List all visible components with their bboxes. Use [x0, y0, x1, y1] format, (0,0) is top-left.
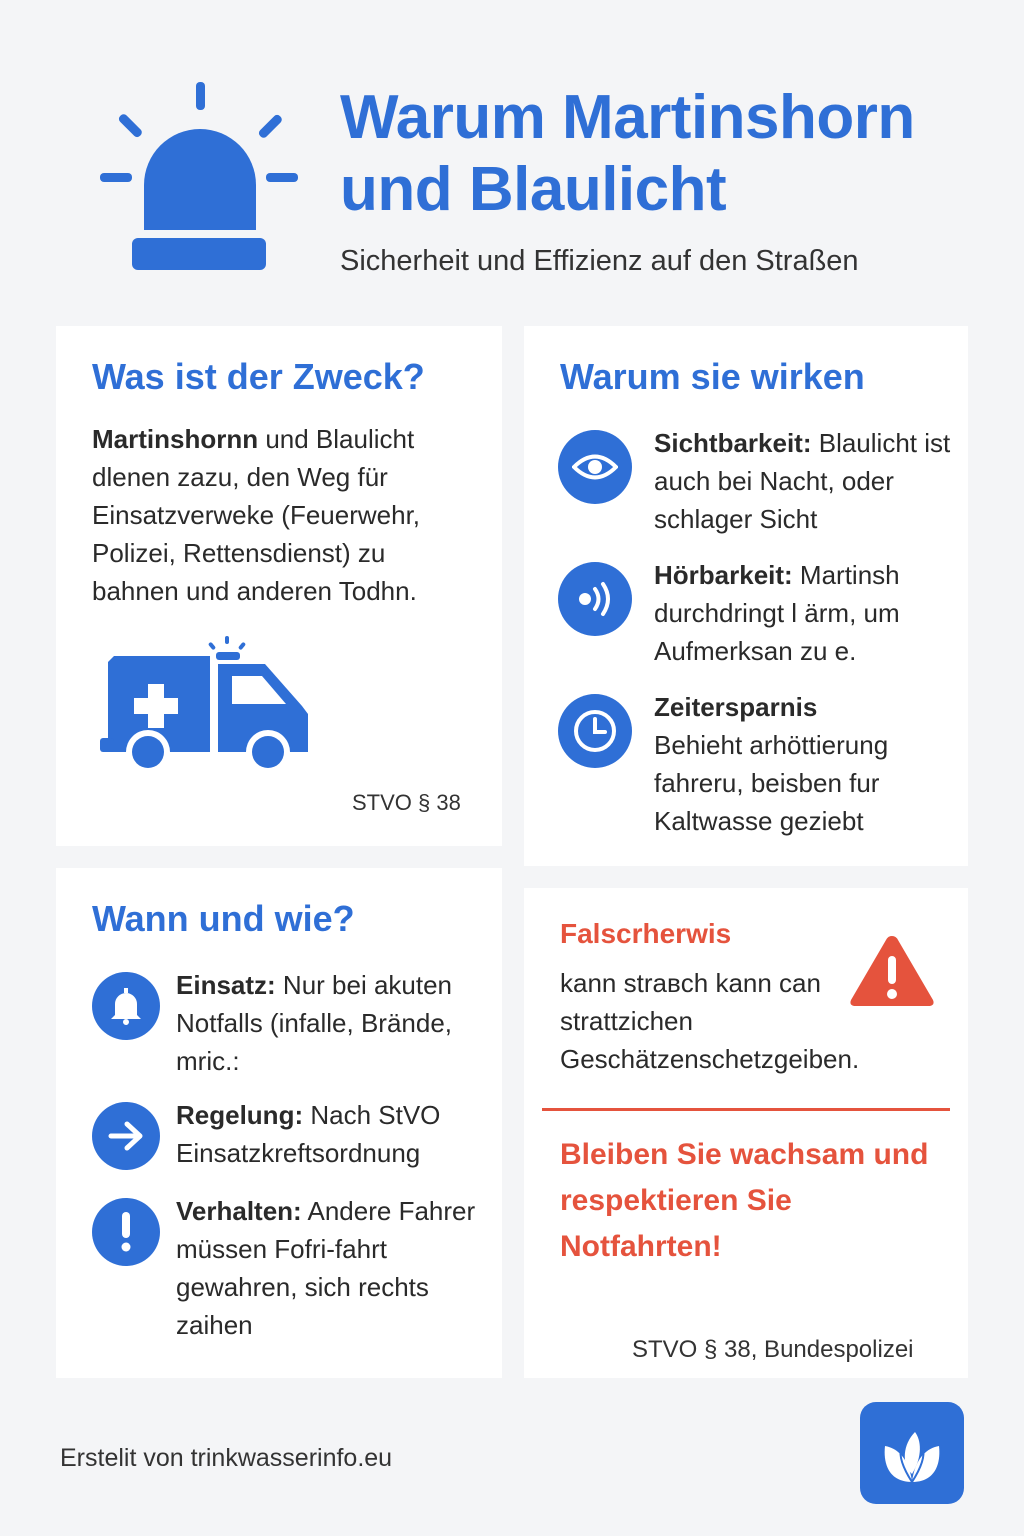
ambulance-icon [100, 634, 314, 770]
why-item-label: Zeitersparnis [654, 692, 818, 722]
when-item-label: Regelung: [176, 1100, 304, 1130]
page-title: Warum Martinshorn und Blaulicht [340, 83, 915, 224]
arrow-right-icon [92, 1102, 160, 1170]
leaf-logo-icon[interactable] [860, 1402, 964, 1504]
warning-cta: Bleiben Sie wachsam und respektieren Sie Notfahrten! [560, 1138, 929, 1263]
when-item-text: Andere Fahrer müssen Fofri-fahrt gewahren, sich rechts zaihen [176, 1196, 476, 1340]
bell-icon [92, 972, 160, 1040]
why-card [524, 326, 968, 866]
warning-divider [542, 1108, 950, 1111]
when-item-text: Nur bei akuten Notfalls (infalle, Brände, mric.: [176, 970, 453, 1076]
siren-icon [100, 80, 300, 275]
why-item-text: Blaulicht ist auch bei Nacht, oder schlager Sicht [654, 428, 951, 534]
why-item-text: Behieht arhöttierung fahreru, beisben fur Kaltwasse geziebt [654, 730, 889, 836]
why-item-label: Hörbarkeit: [654, 560, 793, 590]
when-card [56, 868, 502, 1378]
warning-card [524, 888, 968, 1378]
warning-title: Falscrherwis [560, 918, 732, 949]
clock-icon [558, 694, 632, 768]
when-item-label: Einsatz: [176, 970, 276, 1000]
purpose-text: Martinshornn und Blaulicht dlenen zazu, den Weg für Einsatzverweke (Feuerwehr, Polizei, Rettensdienst) zu bahnen und anderen Todhn. [92, 424, 421, 606]
purpose-heading: Was ist der Zweck? [92, 356, 425, 397]
why-item-label: Sichtbarkeit: [654, 428, 812, 458]
footer-credit: Erstelit von trinkwasserinfo.eu [60, 1444, 393, 1472]
warning-text: kann straвch kann can strattzichen Geschätzenschetzgeiben. [560, 968, 860, 1074]
page-subtitle: Sicherheit und Effizienz auf den Straßen [340, 245, 859, 277]
sound-icon [558, 562, 632, 636]
eye-icon [558, 430, 632, 504]
why-heading: Warum sie wirken [560, 356, 865, 397]
warning-triangle-icon [848, 932, 936, 1008]
exclamation-icon [92, 1198, 160, 1266]
purpose-card [56, 326, 502, 846]
when-item-label: Verhalten: [176, 1196, 302, 1226]
purpose-source: STVO § 38 [352, 790, 461, 815]
why-item-text: Martinsh durchdringt l ärm, um Aufmerksan zu e. [654, 560, 900, 666]
when-heading: Wann und wie? [92, 898, 355, 939]
when-item-text: Nach StVO Einsatzkreftsordnung [176, 1100, 441, 1168]
warning-source: STVO § 38, Bundespolizei [632, 1336, 914, 1363]
